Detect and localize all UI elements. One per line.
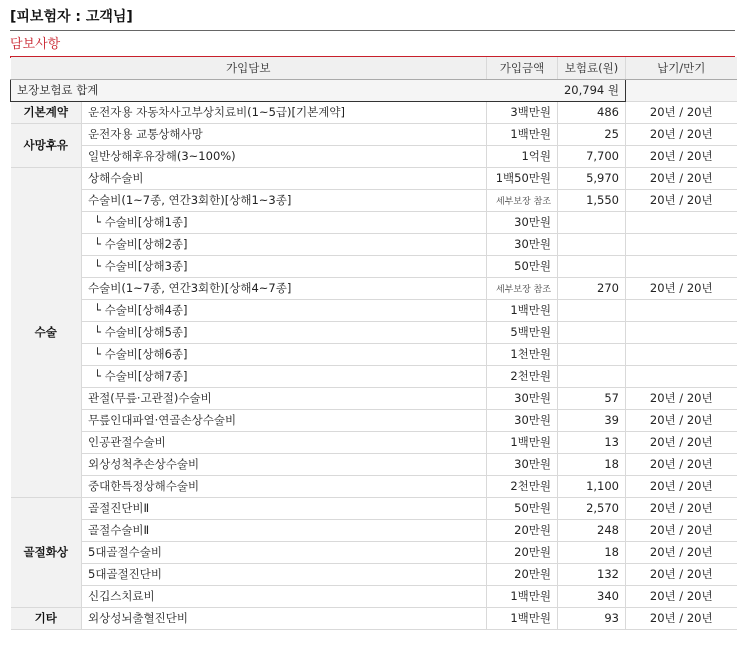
coverage-name: 신깁스치료비 bbox=[82, 585, 487, 607]
coverage-term: 20년 / 20년 bbox=[626, 431, 737, 453]
coverage-premium: 340 bbox=[558, 585, 626, 607]
col-header-term: 납기/만기 bbox=[626, 57, 737, 79]
coverage-premium: 486 bbox=[558, 101, 626, 123]
detail-reference-note: 세부보장 참조 bbox=[495, 197, 551, 207]
total-label: 보장보험료 합계 bbox=[11, 79, 487, 101]
table-row bbox=[11, 123, 737, 145]
coverage-premium bbox=[558, 365, 626, 387]
coverage-name: └ 수술비[상해6종] bbox=[82, 343, 487, 365]
coverage-amount: 20만원 bbox=[487, 519, 558, 541]
table-row bbox=[11, 563, 737, 585]
coverage-premium: 1,550 bbox=[558, 189, 626, 211]
coverage-amount: 20만원 bbox=[487, 541, 558, 563]
table-row bbox=[11, 585, 737, 607]
coverage-amount: 30만원 bbox=[487, 211, 558, 233]
coverage-term bbox=[626, 233, 737, 255]
coverage-name: 수술비(1~7종, 연간3회한)[상해1~3종] bbox=[82, 189, 487, 211]
coverage-amount: 30만원 bbox=[487, 233, 558, 255]
coverage-amount: 2천만원 bbox=[487, 475, 558, 497]
coverage-term: 20년 / 20년 bbox=[626, 519, 737, 541]
coverage-amount: 50만원 bbox=[487, 497, 558, 519]
table-row bbox=[11, 211, 737, 233]
coverage-premium: 1,100 bbox=[558, 475, 626, 497]
coverage-name: 중대한특정상해수술비 bbox=[82, 475, 487, 497]
coverage-amount: 30만원 bbox=[487, 453, 558, 475]
table-row bbox=[11, 299, 737, 321]
table-row bbox=[11, 497, 737, 519]
coverage-term bbox=[626, 365, 737, 387]
coverage-premium: 18 bbox=[558, 541, 626, 563]
coverage-premium: 2,570 bbox=[558, 497, 626, 519]
coverage-name: 5대골절수술비 bbox=[82, 541, 487, 563]
coverage-term: 20년 / 20년 bbox=[626, 101, 737, 123]
table-row bbox=[11, 387, 737, 409]
coverage-premium: 132 bbox=[558, 563, 626, 585]
coverage-term: 20년 / 20년 bbox=[626, 475, 737, 497]
coverage-premium: 93 bbox=[558, 607, 626, 629]
table-row bbox=[11, 607, 737, 629]
coverage-premium bbox=[558, 343, 626, 365]
table-row bbox=[11, 365, 737, 387]
coverage-term bbox=[626, 211, 737, 233]
coverage-amount: 1백만원 bbox=[487, 299, 558, 321]
coverage-premium: 270 bbox=[558, 277, 626, 299]
coverage-name: └ 수술비[상해5종] bbox=[82, 321, 487, 343]
col-header-premium: 보험료(원) bbox=[558, 57, 626, 79]
detail-reference-note: 세부보장 참조 bbox=[495, 285, 551, 295]
coverage-term: 20년 / 20년 bbox=[626, 453, 737, 475]
table-row bbox=[11, 101, 737, 123]
table-row bbox=[11, 343, 737, 365]
coverage-term: 20년 / 20년 bbox=[626, 123, 737, 145]
coverage-name: 5대골절진단비 bbox=[82, 563, 487, 585]
coverage-amount: 1백만원 bbox=[487, 431, 558, 453]
category-cell: 기타 bbox=[11, 607, 82, 629]
coverage-premium: 248 bbox=[558, 519, 626, 541]
coverage-term: 20년 / 20년 bbox=[626, 387, 737, 409]
coverage-amount: 1백만원 bbox=[487, 123, 558, 145]
total-spacer bbox=[487, 79, 558, 101]
coverage-premium: 25 bbox=[558, 123, 626, 145]
coverage-name: 상해수술비 bbox=[82, 167, 487, 189]
coverage-amount: 1백50만원 bbox=[487, 167, 558, 189]
coverage-term bbox=[626, 343, 737, 365]
coverage-premium bbox=[558, 233, 626, 255]
coverage-amount: 30만원 bbox=[487, 409, 558, 431]
total-value: 20,794 원 bbox=[558, 79, 626, 101]
table-row bbox=[11, 233, 737, 255]
table-row bbox=[11, 189, 737, 211]
coverage-table bbox=[10, 57, 737, 630]
table-row bbox=[11, 475, 737, 497]
coverage-term: 20년 / 20년 bbox=[626, 541, 737, 563]
coverage-name: 골절진단비Ⅱ bbox=[82, 497, 487, 519]
coverage-amount: 1억원 bbox=[487, 145, 558, 167]
coverage-name: └ 수술비[상해7종] bbox=[82, 365, 487, 387]
coverage-premium: 5,970 bbox=[558, 167, 626, 189]
coverage-amount: 2천만원 bbox=[487, 365, 558, 387]
coverage-premium bbox=[558, 255, 626, 277]
table-row bbox=[11, 145, 737, 167]
category-cell: 수술 bbox=[11, 167, 82, 497]
coverage-amount bbox=[487, 189, 558, 211]
coverage-name: 무릎인대파열·연골손상수술비 bbox=[82, 409, 487, 431]
coverage-premium bbox=[558, 299, 626, 321]
table-row bbox=[11, 431, 737, 453]
coverage-term: 20년 / 20년 bbox=[626, 409, 737, 431]
section-title: 담보사항 bbox=[10, 36, 735, 58]
coverage-term bbox=[626, 255, 737, 277]
coverage-amount: 3백만원 bbox=[487, 101, 558, 123]
coverage-term bbox=[626, 321, 737, 343]
coverage-name: 인공관절수술비 bbox=[82, 431, 487, 453]
coverage-name: └ 수술비[상해2종] bbox=[82, 233, 487, 255]
table-row bbox=[11, 321, 737, 343]
col-header-amount: 가입금액 bbox=[487, 57, 558, 79]
coverage-term: 20년 / 20년 bbox=[626, 167, 737, 189]
table-row bbox=[11, 519, 737, 541]
coverage-name: └ 수술비[상해3종] bbox=[82, 255, 487, 277]
coverage-term: 20년 / 20년 bbox=[626, 585, 737, 607]
table-header-row bbox=[11, 57, 737, 79]
coverage-amount: 5백만원 bbox=[487, 321, 558, 343]
coverage-name: └ 수술비[상해1종] bbox=[82, 211, 487, 233]
table-row bbox=[11, 453, 737, 475]
coverage-premium: 7,700 bbox=[558, 145, 626, 167]
coverage-term: 20년 / 20년 bbox=[626, 277, 737, 299]
coverage-name: 골절수술비Ⅱ bbox=[82, 519, 487, 541]
coverage-amount: 1백만원 bbox=[487, 585, 558, 607]
coverage-name: 운전자용 자동차사고부상치료비(1~5급)[기본계약] bbox=[82, 101, 487, 123]
coverage-amount: 20만원 bbox=[487, 563, 558, 585]
coverage-term: 20년 / 20년 bbox=[626, 497, 737, 519]
coverage-name: 관절(무릎·고관절)수술비 bbox=[82, 387, 487, 409]
coverage-name: └ 수술비[상해4종] bbox=[82, 299, 487, 321]
insured-header: [피보험자 : 고객님] bbox=[10, 8, 735, 31]
table-row bbox=[11, 541, 737, 563]
coverage-premium: 18 bbox=[558, 453, 626, 475]
coverage-premium: 39 bbox=[558, 409, 626, 431]
coverage-name: 외상성뇌출혈진단비 bbox=[82, 607, 487, 629]
table-row bbox=[11, 277, 737, 299]
coverage-term: 20년 / 20년 bbox=[626, 189, 737, 211]
coverage-amount: 1백만원 bbox=[487, 607, 558, 629]
coverage-name: 일반상해후유장해(3~100%) bbox=[82, 145, 487, 167]
coverage-premium: 13 bbox=[558, 431, 626, 453]
coverage-term: 20년 / 20년 bbox=[626, 145, 737, 167]
category-cell: 골절화상 bbox=[11, 497, 82, 607]
coverage-term bbox=[626, 299, 737, 321]
total-row bbox=[11, 79, 737, 101]
coverage-name: 수술비(1~7종, 연간3회한)[상해4~7종] bbox=[82, 277, 487, 299]
col-header-coverage: 가입담보 bbox=[11, 57, 487, 79]
total-empty bbox=[626, 79, 737, 101]
coverage-premium bbox=[558, 321, 626, 343]
coverage-name: 외상성척추손상수술비 bbox=[82, 453, 487, 475]
coverage-name: 운전자용 교통상해사망 bbox=[82, 123, 487, 145]
category-cell: 기본계약 bbox=[11, 101, 82, 123]
table-row bbox=[11, 167, 737, 189]
coverage-amount: 30만원 bbox=[487, 387, 558, 409]
coverage-premium bbox=[558, 211, 626, 233]
coverage-amount: 1천만원 bbox=[487, 343, 558, 365]
coverage-premium: 57 bbox=[558, 387, 626, 409]
coverage-term: 20년 / 20년 bbox=[626, 607, 737, 629]
coverage-amount bbox=[487, 277, 558, 299]
table-row bbox=[11, 409, 737, 431]
coverage-term: 20년 / 20년 bbox=[626, 563, 737, 585]
coverage-amount: 50만원 bbox=[487, 255, 558, 277]
category-cell: 사망후유 bbox=[11, 123, 82, 167]
table-row bbox=[11, 255, 737, 277]
